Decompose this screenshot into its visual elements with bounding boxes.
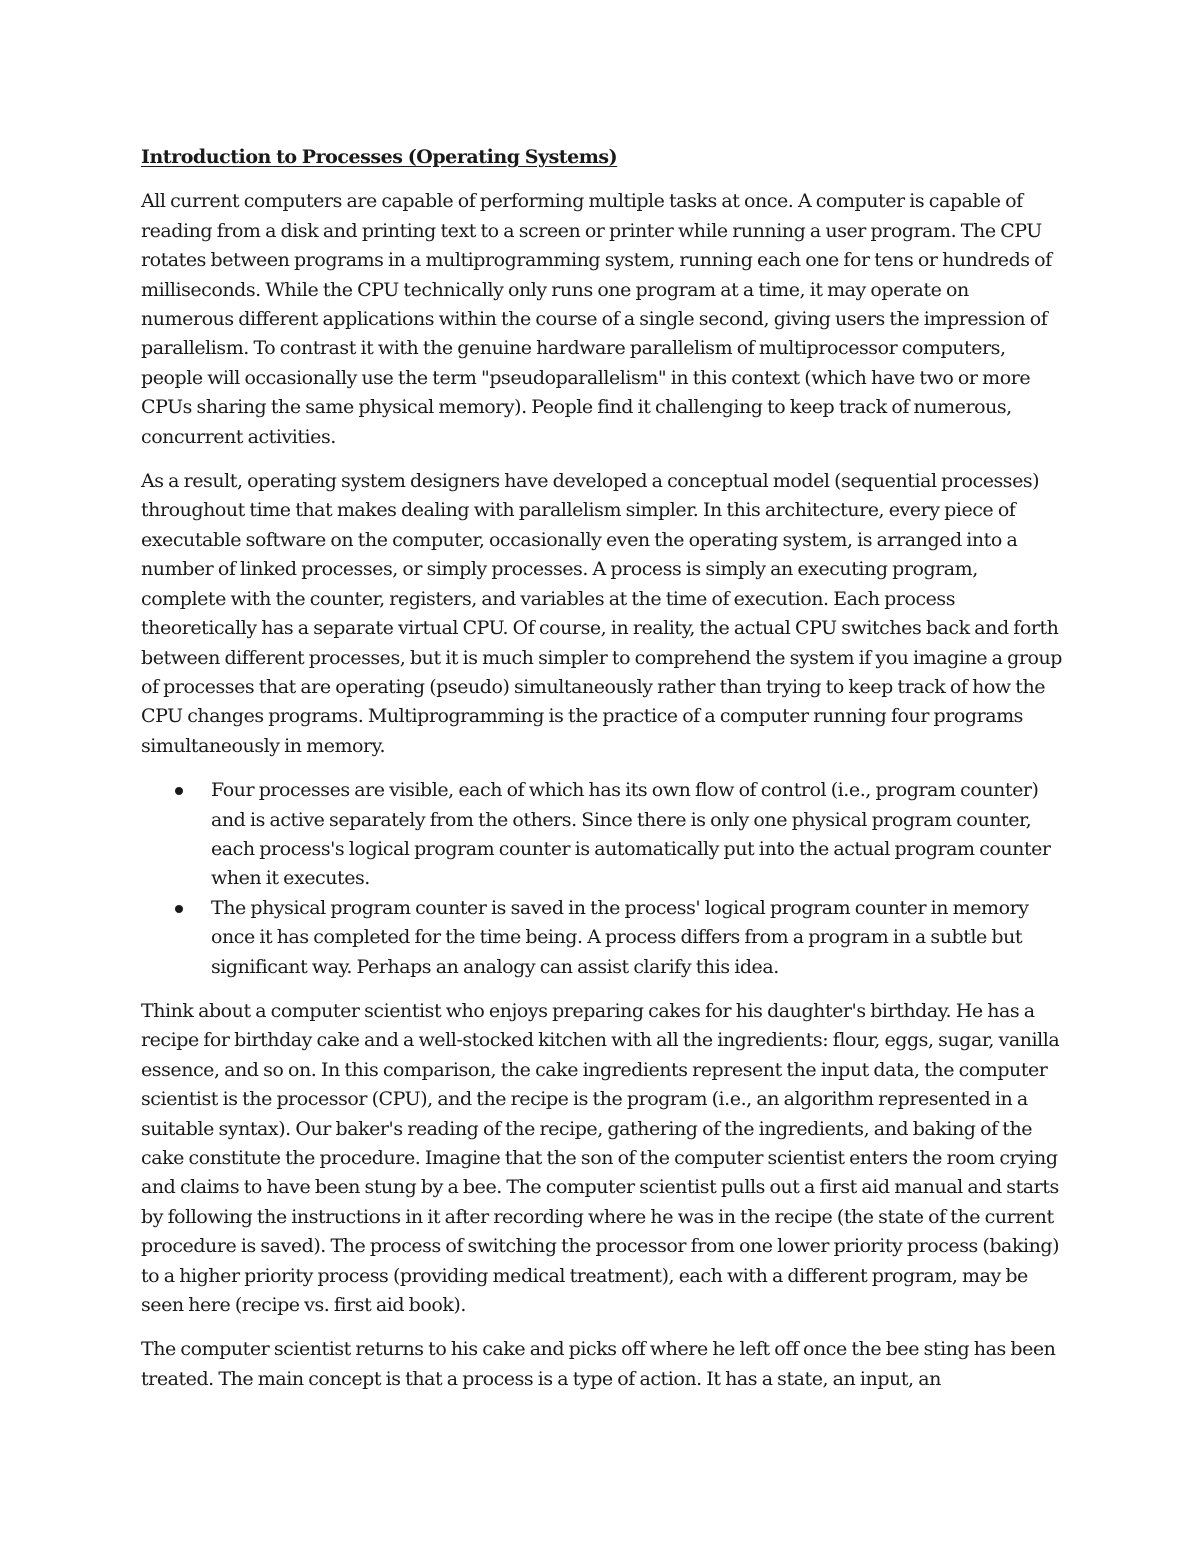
bullet-item-four-processes <box>211 776 1063 894</box>
document-title: Introduction to Processes (Operating Systems) <box>141 146 618 168</box>
bullet-list <box>141 776 1063 982</box>
paragraph-sequential-processes: As a result, operating system designers have developed a conceptual model (sequential processes) throughout time that makes dealing with parallelism simpler. In this architecture, every piece of executable software on the computer, occasionally even the operating system, is arranged into a number of linked processes, or simply processes. A process is simply an executing program, complete with the counter, registers, and variables at the time of execution. Each process theoretically has a separate virtual CPU. Of course, in reality, the actual CPU switches back and forth between different processes, but it is much simpler to comprehend the system if you imagine a group of processes that are operating (pseudo) simultaneously rather than trying to keep track of how the CPU changes programs. Multiprogramming is the practice of a computer running four programs simultaneously in memory. <box>141 470 1062 757</box>
paragraph-cake-analogy: Think about a computer scientist who enjoys preparing cakes for his daughter's birthday. He has a recipe for birthday cake and a well-stocked kitchen with all the ingredients: flour, eggs, sugar, vanilla essence, and so on. In this comparison, the cake ingredients represent the input data, the computer scientist is the processor (CPU), and the recipe is the program (i.e., an algorithm represented in a suitable syntax). Our baker's reading of the recipe, gathering of the ingredients, and baking of the cake constitute the procedure. Imagine that the son of the computer scientist enters the room crying and claims to have been stung by a bee. The computer scientist pulls out a first aid manual and starts by following the instructions in it after recording where he was in the recipe (the state of the current procedure is saved). The process of switching the processor from one lower priority process (baking) to a higher priority process (providing medical treatment), each with a different program, may be seen here (recipe vs. first aid book). <box>141 999 1060 1317</box>
paragraph-process-concept: The computer scientist returns to his cake and picks off where he left off once the bee sting has been treated. The main concept is that a process is a type of action. It has a state, an input, an <box>141 1338 1056 1390</box>
paragraph-multitasking: All current computers are capable of performing multiple tasks at once. A computer is capable of reading from a disk and printing text to a screen or printer while running a user program. The CPU rotates between programs in a multiprogramming system, running each one for tens or hundreds of milliseconds. While the CPU technically only runs one program at a time, it may operate on numerous different applications within the course of a single second, giving users the impression of parallelism. To contrast it with the genuine hardware parallelism of multiprocessor computers, people will occasionally use the term "pseudoparallelism" in this context (which have two or more CPUs sharing the same physical memory). People find it challenging to keep track of numerous, concurrent activities. <box>141 190 1052 448</box>
document-page <box>141 143 1063 1409</box>
bullet-text: Four processes are visible, each of which has its own flow of control (i.e., program counter) and is active separately from the others. Since there is only one physical program counter, each process's logical program counter is automatically put into the actual program counter when it executes. <box>211 779 1051 890</box>
bullet-text: The physical program counter is saved in the process' logical program counter in memory once it has completed for the time being. A process differs from a program in a subtle but significant way. Perhaps an analogy can assist clarify this idea. <box>211 896 1029 978</box>
bullet-dot-icon <box>175 787 183 795</box>
bullet-dot-icon <box>175 905 183 913</box>
bullet-item-physical-counter <box>211 894 1063 982</box>
